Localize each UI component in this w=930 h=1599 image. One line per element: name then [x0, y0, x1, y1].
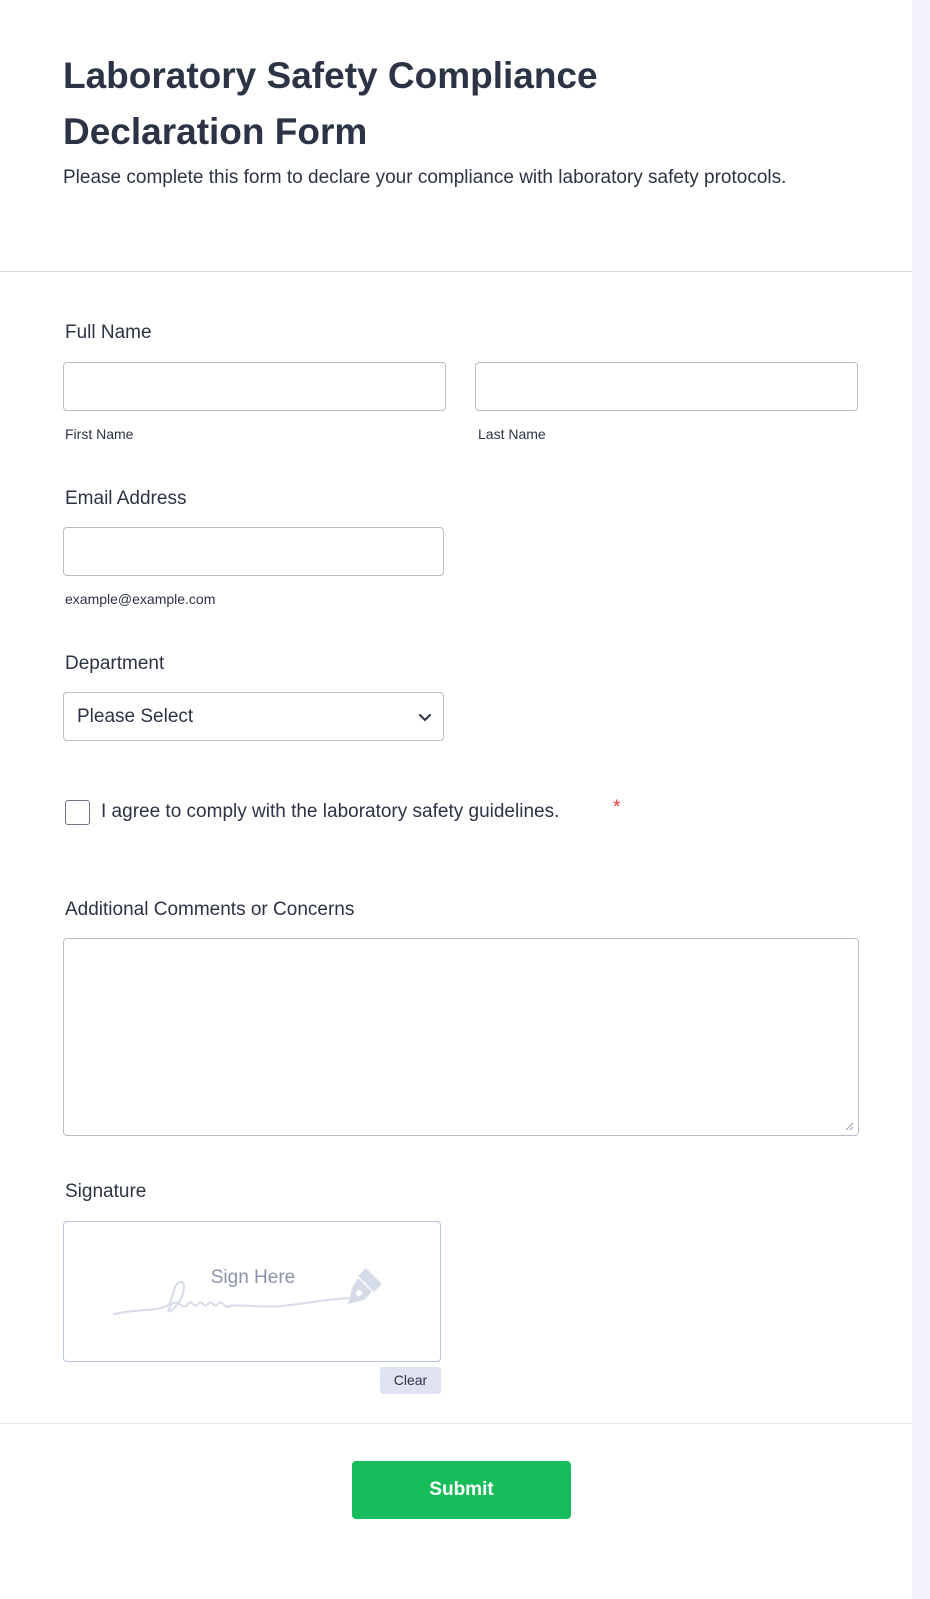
first-name-input[interactable] — [63, 362, 446, 411]
last-name-input[interactable] — [475, 362, 858, 411]
first-name-sublabel: First Name — [65, 426, 134, 442]
chevron-down-icon — [417, 709, 433, 725]
form-header — [0, 0, 912, 272]
comments-label: Additional Comments or Concerns — [65, 899, 355, 920]
agreement-label[interactable]: I agree to comply with the laboratory safety guidelines. — [101, 801, 560, 822]
pen-nib-icon — [344, 1264, 388, 1308]
email-input[interactable] — [63, 527, 444, 576]
last-name-sublabel: Last Name — [478, 426, 546, 442]
agreement-checkbox[interactable] — [65, 800, 90, 825]
signature-pad[interactable] — [63, 1221, 441, 1362]
submit-button[interactable]: Submit — [352, 1461, 571, 1519]
department-select[interactable] — [63, 692, 444, 741]
department-label: Department — [65, 653, 165, 674]
email-label: Email Address — [65, 488, 187, 509]
email-sublabel: example@example.com — [65, 591, 216, 607]
sign-here-placeholder: Sign Here — [210, 1267, 296, 1288]
full-name-label: Full Name — [65, 322, 152, 343]
required-asterisk: * — [613, 797, 621, 818]
resize-handle-icon[interactable] — [845, 1122, 854, 1131]
footer-divider — [0, 1423, 912, 1424]
clear-signature-button[interactable]: Clear — [380, 1367, 441, 1394]
comments-textarea[interactable] — [63, 938, 859, 1136]
department-selected-value: Please Select — [77, 706, 194, 727]
form-title: Laboratory Safety Compliance Declaration Form — [63, 55, 598, 152]
signature-label: Signature — [65, 1181, 147, 1202]
form-subtitle: Please complete this form to declare your compliance with laboratory safety protocols. — [63, 167, 787, 188]
